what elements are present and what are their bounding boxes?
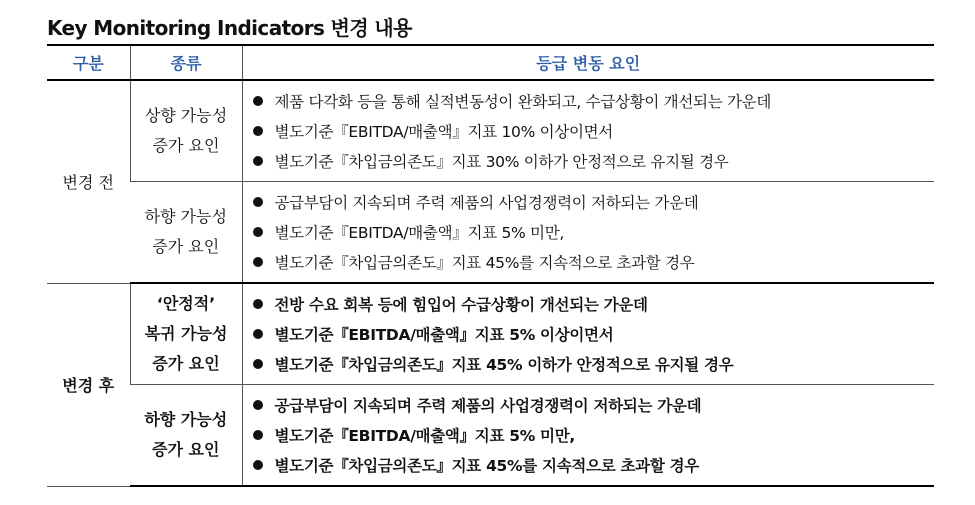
factor-text: 별도기준『차입금의존도』지표 45% 이하가 안정적으로 유지될 경우	[274, 356, 734, 374]
factors-cell	[242, 385, 934, 487]
factor-text: 별도기준『EBITDA/매출액』지표 5% 이상이면서	[274, 326, 614, 344]
factor-text: 별도기준『차입금의존도』지표 30% 이하가 안정적으로 유지될 경우	[274, 153, 729, 171]
type-line: 증가 요인	[152, 354, 220, 373]
bullet-icon	[253, 257, 263, 267]
group-label-after: 변경 후	[47, 283, 130, 486]
table-row	[47, 80, 934, 182]
list-item	[253, 290, 935, 320]
type-line: 복귀 가능성	[144, 324, 228, 343]
bullet-icon	[253, 299, 263, 309]
type-cell	[130, 385, 242, 487]
type-line: 상향 가능성	[144, 106, 228, 125]
list-item	[253, 451, 935, 481]
factors-cell	[242, 283, 934, 385]
header-factors: 등급 변동 요인	[242, 45, 934, 80]
header-row	[47, 45, 934, 80]
factors-cell	[242, 80, 934, 182]
table-row	[47, 182, 934, 284]
factor-text: 전방 수요 회복 등에 힘입어 수급상황이 개선되는 가운데	[274, 296, 648, 314]
factor-text: 별도기준『차입금의존도』지표 45%를 지속적으로 초과할 경우	[274, 457, 699, 475]
bullet-icon	[253, 227, 263, 237]
bullet-icon	[253, 197, 263, 207]
bullet-icon	[253, 359, 263, 369]
list-item	[253, 87, 935, 117]
list-item	[253, 391, 935, 421]
list-item	[253, 350, 935, 380]
list-item	[253, 117, 935, 147]
factor-text: 별도기준『EBITDA/매출액』지표 10% 이상이면서	[274, 123, 613, 141]
type-line: ‘안정적’	[156, 294, 216, 313]
bullet-icon	[253, 460, 263, 470]
factor-text: 별도기준『EBITDA/매출액』지표 5% 미만,	[274, 224, 565, 242]
factor-text: 공급부담이 지속되며 주력 제품의 사업경쟁력이 저하되는 가운데	[274, 397, 702, 415]
type-line: 하향 가능성	[144, 207, 227, 226]
factor-text: 별도기준『차입금의존도』지표 45%를 지속적으로 초과할 경우	[274, 254, 695, 272]
table-row	[47, 283, 934, 385]
indicator-table	[47, 44, 934, 487]
bullet-icon	[253, 329, 263, 339]
factor-text: 공급부담이 지속되며 주력 제품의 사업경쟁력이 저하되는 가운데	[274, 194, 699, 212]
bullet-icon	[253, 430, 263, 440]
table-title: Key Monitoring Indicators 변경 내용	[47, 16, 412, 40]
list-item	[253, 248, 935, 278]
header-category: 구분	[47, 45, 130, 80]
list-item	[253, 218, 935, 248]
factor-text: 별도기준『EBITDA/매출액』지표 5% 미만,	[274, 427, 575, 445]
bullet-icon	[253, 156, 263, 166]
group-label-before: 변경 전	[47, 80, 130, 283]
type-line: 증가 요인	[152, 237, 220, 256]
list-item	[253, 320, 935, 350]
type-cell	[130, 182, 242, 284]
type-line: 증가 요인	[152, 136, 220, 155]
list-item	[253, 147, 935, 177]
list-item	[253, 421, 935, 451]
factors-cell	[242, 182, 934, 284]
type-line: 하향 가능성	[144, 410, 228, 429]
factor-text: 제품 다각화 등을 통해 실적변동성이 완화되고, 수급상황이 개선되는 가운데	[274, 93, 772, 111]
bullet-icon	[253, 400, 263, 410]
type-line: 증가 요인	[152, 440, 220, 459]
type-cell	[130, 283, 242, 385]
bullet-icon	[253, 96, 263, 106]
list-item	[253, 188, 935, 218]
table-row	[47, 385, 934, 487]
header-type: 종류	[130, 45, 242, 80]
type-cell	[130, 80, 242, 182]
bullet-icon	[253, 126, 263, 136]
